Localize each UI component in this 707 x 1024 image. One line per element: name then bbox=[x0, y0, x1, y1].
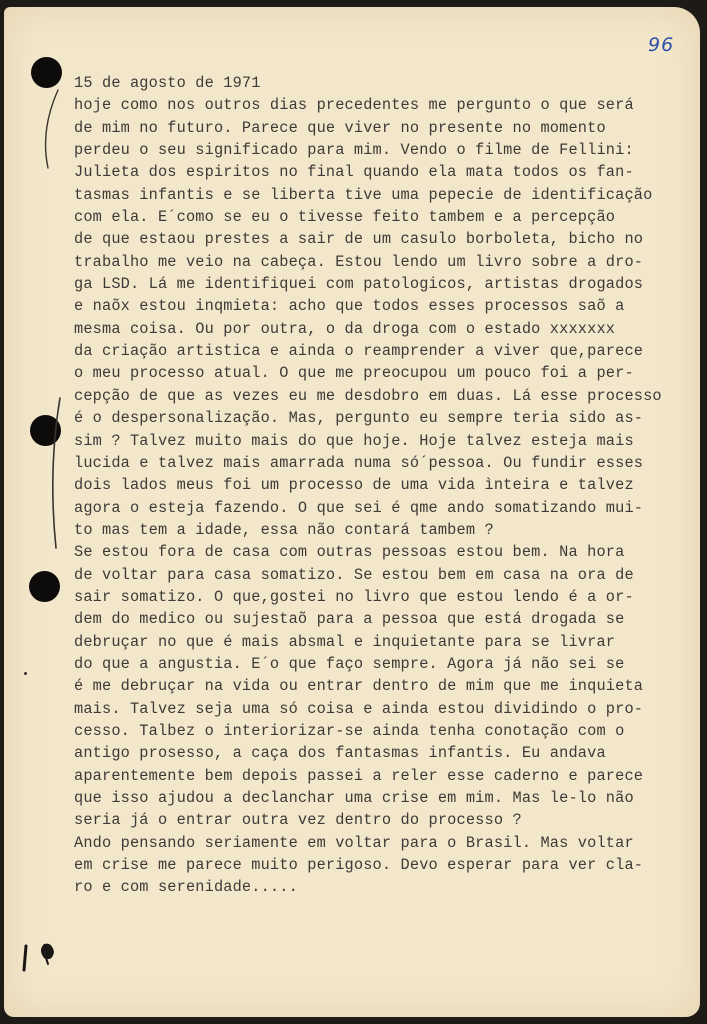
text-line: hoje como nos outros dias precedentes me pergunto o que será bbox=[74, 96, 634, 115]
text-line: tasmas infantis e se liberta tive uma pepecie de identificação bbox=[74, 185, 653, 204]
text-line: debruçar no que é mais absmal e inquietante para se livrar bbox=[74, 632, 616, 651]
typewritten-text bbox=[74, 72, 662, 899]
ink-blot-mark bbox=[18, 936, 78, 976]
text-line: to mas tem a idade, essa não contará tambem ? bbox=[74, 520, 494, 539]
text-line: lucida e talvez mais amarrada numa só´pessoa. Ou fundir esses bbox=[74, 453, 644, 472]
text-line: o meu processo atual. O que me preocupou um pouco foi a per- bbox=[74, 364, 634, 383]
text-line: é me debruçar na vida ou entrar dentro de mim que me inquieta bbox=[74, 677, 644, 696]
text-line: de mim no futuro. Parece que viver no presente no momento bbox=[74, 118, 606, 137]
text-line: dois lados meus foi um processo de uma vida ìnteira e talvez bbox=[74, 476, 634, 495]
text-line: sair somatizo. O que,gostei no livro que estou lendo é a or- bbox=[74, 587, 634, 606]
text-line: é o despersonalização. Mas, pergunto eu sempre teria sido as- bbox=[74, 409, 644, 428]
text-line: que isso ajudou a declanchar uma crise em mim. Mas le-lo não bbox=[74, 789, 634, 807]
text-line: 15 de agosto de 1971 bbox=[74, 74, 261, 92]
text-line: perdeu o seu significado para mim. Vendo o filme de Fellini: bbox=[74, 141, 634, 160]
margin-dot bbox=[24, 672, 27, 675]
text-line: e naõx estou inqmieta: acho que todos esses processos saõ a bbox=[74, 297, 625, 316]
text-line: de voltar para casa somatizo. Se estou bem em casa na ora de bbox=[74, 565, 634, 584]
text-line: ro e com serenidade..... bbox=[74, 878, 298, 897]
handwritten-page-number: 96 bbox=[648, 34, 675, 56]
text-line: antigo prosesso, a caça dos fantasmas infantis. Eu andava bbox=[74, 744, 606, 763]
text-line: em crise me parece muito perigoso. Devo esperar para ver cla- bbox=[74, 856, 644, 875]
text-line: seria já o entrar outra vez dentro do processo ? bbox=[74, 811, 522, 830]
text-line: mesma coisa. Ou por outra, o da droga com o estado xxxxxxx bbox=[74, 319, 616, 338]
text-line: cesso. Talbez o interiorizar-se ainda tenha conotação com o bbox=[74, 721, 625, 740]
text-line: cepção de que as vezes eu me desdobro em duas. Lá esse processo bbox=[74, 386, 662, 405]
text-line: trabalho me veio na cabeça. Estou lendo um livro sobre a dro- bbox=[74, 252, 644, 271]
text-line: da criação artistica e ainda o reamprender a viver que,parece bbox=[74, 342, 644, 361]
text-line: dem do medico ou sujestaõ para a pessoa que está drogada se bbox=[74, 610, 625, 629]
text-line: ga LSD. Lá me identifiquei com patologicos, artistas drogados bbox=[74, 275, 644, 294]
text-line: de que estaou prestes a sair de um casulo borboleta, bicho no bbox=[74, 230, 644, 249]
text-line: Julieta dos espiritos no final quando ela mata todos os fan- bbox=[74, 163, 634, 182]
text-line: mais. Talvez seja uma só coisa e ainda estou dividindo o pro- bbox=[74, 699, 644, 718]
text-line: com ela. E´como se eu o tivesse feito tambem e a percepção bbox=[74, 208, 616, 227]
text-line: Se estou fora de casa com outras pessoas estou bem. Na hora bbox=[74, 543, 625, 562]
text-line: agora o esteja fazendo. O que sei é qme ando somatizando mui- bbox=[74, 498, 644, 517]
text-line: aparentemente bem depois passei a reler esse caderno e parece bbox=[74, 766, 644, 785]
text-line: do que a angustia. E´o que faço sempre. Agora já não sei se bbox=[74, 654, 625, 673]
text-line: sim ? Talvez muito mais do que hoje. Hoje talvez esteja mais bbox=[74, 431, 634, 450]
text-line: Ando pensando seriamente em voltar para o Brasil. Mas voltar bbox=[74, 833, 634, 852]
